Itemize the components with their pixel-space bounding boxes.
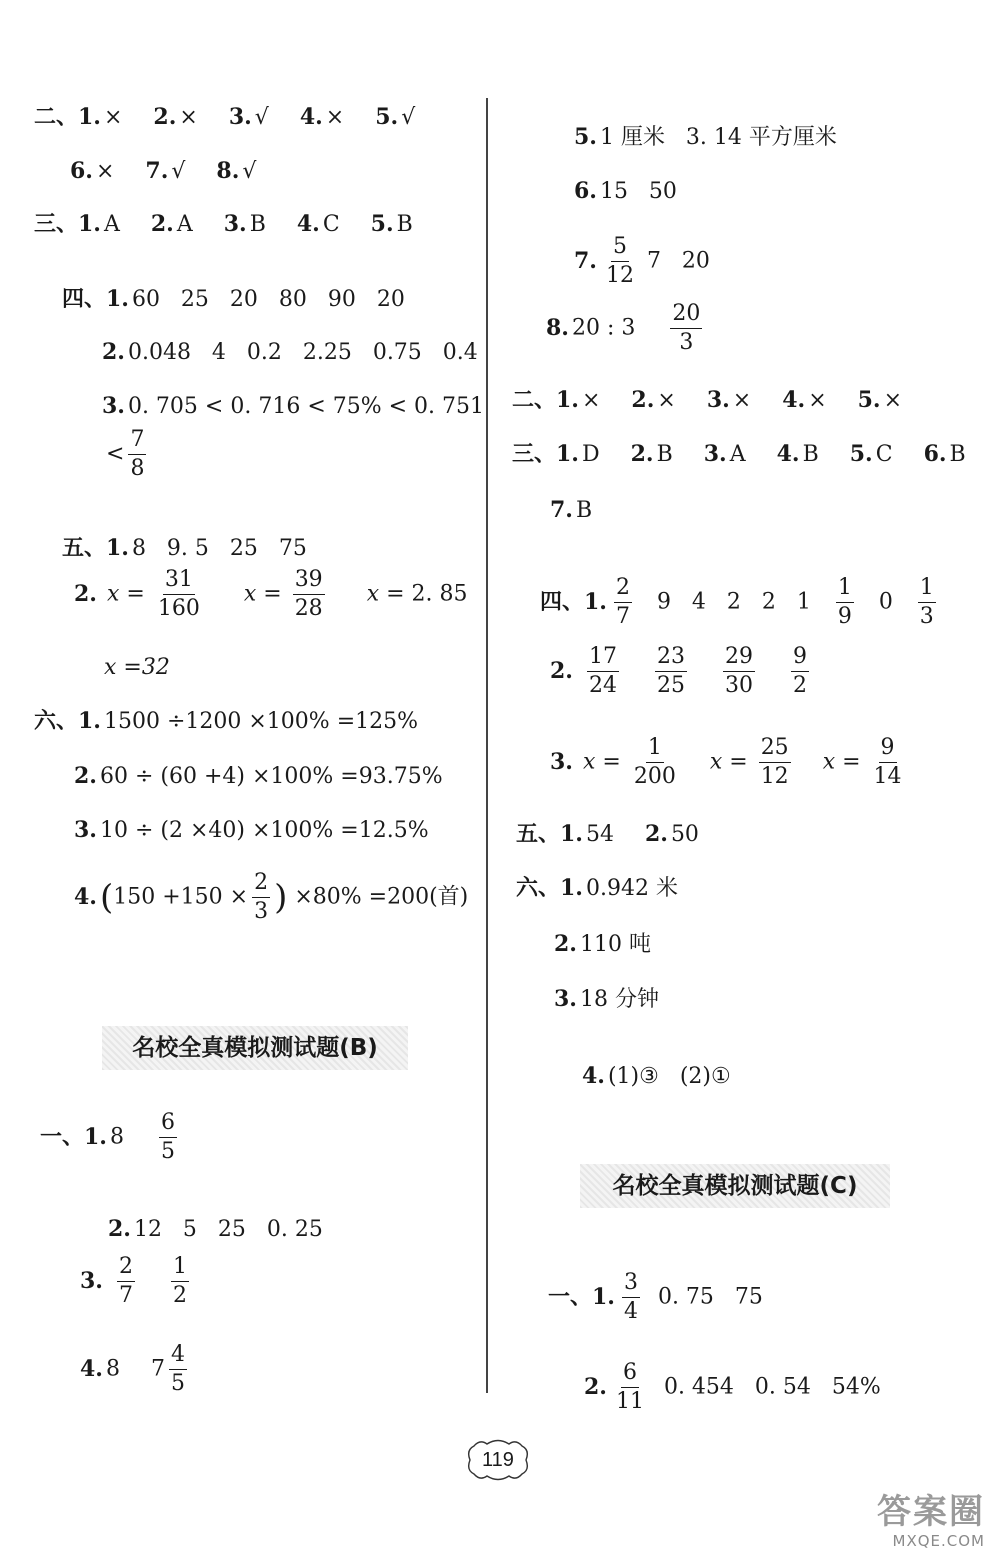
fraction: $\frac{23}{25}$	[656, 644, 685, 698]
fraction: $\frac{17}{24}$	[588, 644, 617, 698]
left-s6-row1: 六、1. 1500 ÷1200 ×100% =125%	[34, 708, 419, 734]
fraction: $\frac{4}{5}$	[170, 1342, 185, 1396]
right-s2-row: 二、1. × 2. × 3. × 4. × 5. ×	[512, 387, 903, 413]
left-b1-row2: 2. 12 5 25 0. 25	[107, 1216, 323, 1242]
right-s5-row: 五、1. 54 2. 50	[516, 821, 699, 847]
fraction: $\frac{20}{3}$	[672, 301, 701, 355]
column-divider	[486, 98, 488, 1393]
fraction: $\frac{7}{8}$	[130, 427, 145, 481]
fraction: $\frac{5}{12}$	[605, 234, 634, 288]
page-number: 119	[466, 1438, 530, 1482]
right-s6-row3: 3. 18 分钟	[554, 986, 659, 1012]
left-b1-row3: 3. $\frac{2}{7}$ $\frac{1}{2}$	[80, 1254, 187, 1308]
left-s2-row2: 6. × 7. √ 8. √	[70, 158, 257, 184]
fraction: $\frac{2}{7}$	[615, 575, 630, 629]
right-s4-row1: 四、1. $\frac{2}{7}$ 9 4 2 2 1 $\frac{1}{9}$ 0 $\frac{1}{3}$	[539, 575, 934, 629]
right-c1-row2: 2. $\frac{6}{11}$ 0. 454 0. 54 54%	[583, 1360, 881, 1414]
left-s4-row2: 2. 0.048 4 0.2 2.25 0.75 0.4	[101, 339, 478, 365]
right-c1-row1: 一、1. $\frac{3}{4}$ 0. 75 75	[547, 1270, 763, 1324]
fraction: $\frac{2}{3}$	[254, 870, 269, 924]
right-s4-row2: 2. $\frac{17}{24}$ $\frac{23}{25}$ $\frac{29}{30}$ $\frac{9}{2}$	[550, 644, 807, 698]
left-s6-row2: 2. 60 ÷ (60 +4) ×100% =93.75%	[74, 763, 443, 789]
right-r5: 5. 1 厘米 3. 14 平方厘米	[573, 124, 837, 150]
fraction: $\frac{6}{11}$	[615, 1360, 644, 1414]
watermark-logo: 答案圈 MXQE.COM	[877, 1492, 985, 1550]
left-b1-row1: 一、1. 8 $\frac{6}{5}$	[40, 1110, 175, 1164]
left-s2-row1: 二、1. × 2. × 3. √ 4. × 5. √	[34, 104, 416, 130]
left-s5-row3: x =32	[104, 655, 170, 680]
left-s5-row1: 五、1. 8 9. 5 25 75	[61, 535, 307, 561]
right-s3-row2: 7. B	[550, 497, 593, 523]
fraction: $\frac{1}{3}$	[919, 575, 934, 629]
right-s6-row1: 六、1. 0.942 米	[516, 875, 678, 901]
fraction: $\frac{2}{7}$	[118, 1254, 133, 1308]
fraction: $\frac{25}{12}$	[760, 735, 789, 789]
section-banner-c: 名校全真模拟测试题(C)	[580, 1164, 890, 1208]
right-r8: 8. 20 : 3 $\frac{20}{3}$	[546, 301, 701, 355]
fraction: $\frac{1}{2}$	[172, 1254, 187, 1308]
section-banner-b: 名校全真模拟测试题(B)	[102, 1026, 408, 1070]
fraction: $\frac{9}{2}$	[792, 644, 807, 698]
left-s6-row4: 4.(150 +150 × $\frac{2}{3}$ ) ×80% =200(首)	[74, 870, 469, 924]
right-s6-row2: 2. 110 吨	[554, 931, 651, 957]
fraction: $\frac{9}{14}$	[873, 735, 902, 789]
left-s3-row: 三、1. A 2. A 3. B 4. C 5. B	[34, 211, 413, 237]
right-s4-row3: 3. x = $\frac{1}{200}$ x = $\frac{25}{12}$ x = $\frac{9}{14}$	[550, 735, 902, 789]
fraction: $\frac{1}{200}$	[633, 735, 676, 789]
fraction: $\frac{6}{5}$	[160, 1110, 175, 1164]
fraction: $\frac{3}{4}$	[623, 1270, 638, 1324]
fraction: $\frac{1}{9}$	[837, 575, 852, 629]
left-s4-row3-cont: < $\frac{7}{8}$	[106, 427, 145, 481]
left-b1-row4: 4. 8 7 $\frac{4}{5}$	[80, 1342, 185, 1396]
fraction: $\frac{39}{28}$	[294, 567, 323, 621]
right-r7: 7. $\frac{5}{12}$ 7 20	[573, 234, 710, 288]
fraction: $\frac{29}{30}$	[724, 644, 753, 698]
left-s6-row3: 3. 10 ÷ (2 ×40) ×100% =12.5%	[74, 817, 429, 843]
right-s3-row1: 三、1. D 2. B 3. A 4. B 5. C 6. B	[512, 441, 966, 467]
left-s4-row3: 3. 0. 705 < 0. 716 < 75% < 0. 751	[101, 393, 485, 419]
left-s5-row2: 2. x = $\frac{31}{160}$ x = $\frac{39}{28}$ x = 2. 85	[74, 567, 468, 621]
fraction: $\frac{31}{160}$	[157, 567, 200, 621]
left-s4-row1: 四、1. 60 25 20 80 90 20	[61, 286, 405, 312]
right-r6: 6. 15 50	[573, 178, 677, 204]
right-s6-row4: 4. (1)③ (2)①	[581, 1063, 731, 1089]
